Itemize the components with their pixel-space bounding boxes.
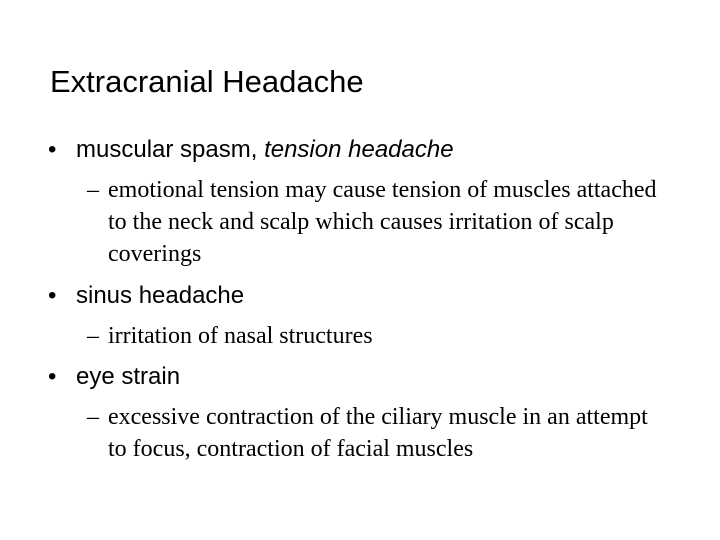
bullet-eye-strain <box>48 362 180 392</box>
sub-bullet-text: excessive contraction of the ciliary muscle in an attempt to focus, contraction of facial muscles <box>108 404 648 462</box>
sub-bullet-nasal <box>87 320 687 352</box>
bullet-text: muscular spasm, <box>76 136 265 163</box>
sub-bullet-emotional-tension <box>87 174 677 270</box>
bullet-sinus-headache <box>48 281 244 311</box>
sub-bullet-ciliary <box>87 401 657 465</box>
sub-bullet-text: emotional tension may cause tension of muscles attached to the neck and scalp which causes irritation of scalp coverings <box>108 177 657 267</box>
bullet-dot: • <box>48 136 57 163</box>
slide-title: Extracranial Headache <box>50 64 364 99</box>
bullet-dot: • <box>48 363 57 390</box>
bullet-muscular-spasm <box>48 135 454 165</box>
bullet-text-italic: tension headache <box>264 136 454 163</box>
sub-bullet-dash: – <box>87 177 99 203</box>
sub-bullet-text: irritation of nasal structures <box>108 323 373 349</box>
bullet-text: eye strain <box>76 363 181 390</box>
bullet-text: sinus headache <box>76 282 245 309</box>
sub-bullet-dash: – <box>87 404 99 430</box>
bullet-dot: • <box>48 282 57 309</box>
sub-bullet-dash: – <box>87 323 99 349</box>
